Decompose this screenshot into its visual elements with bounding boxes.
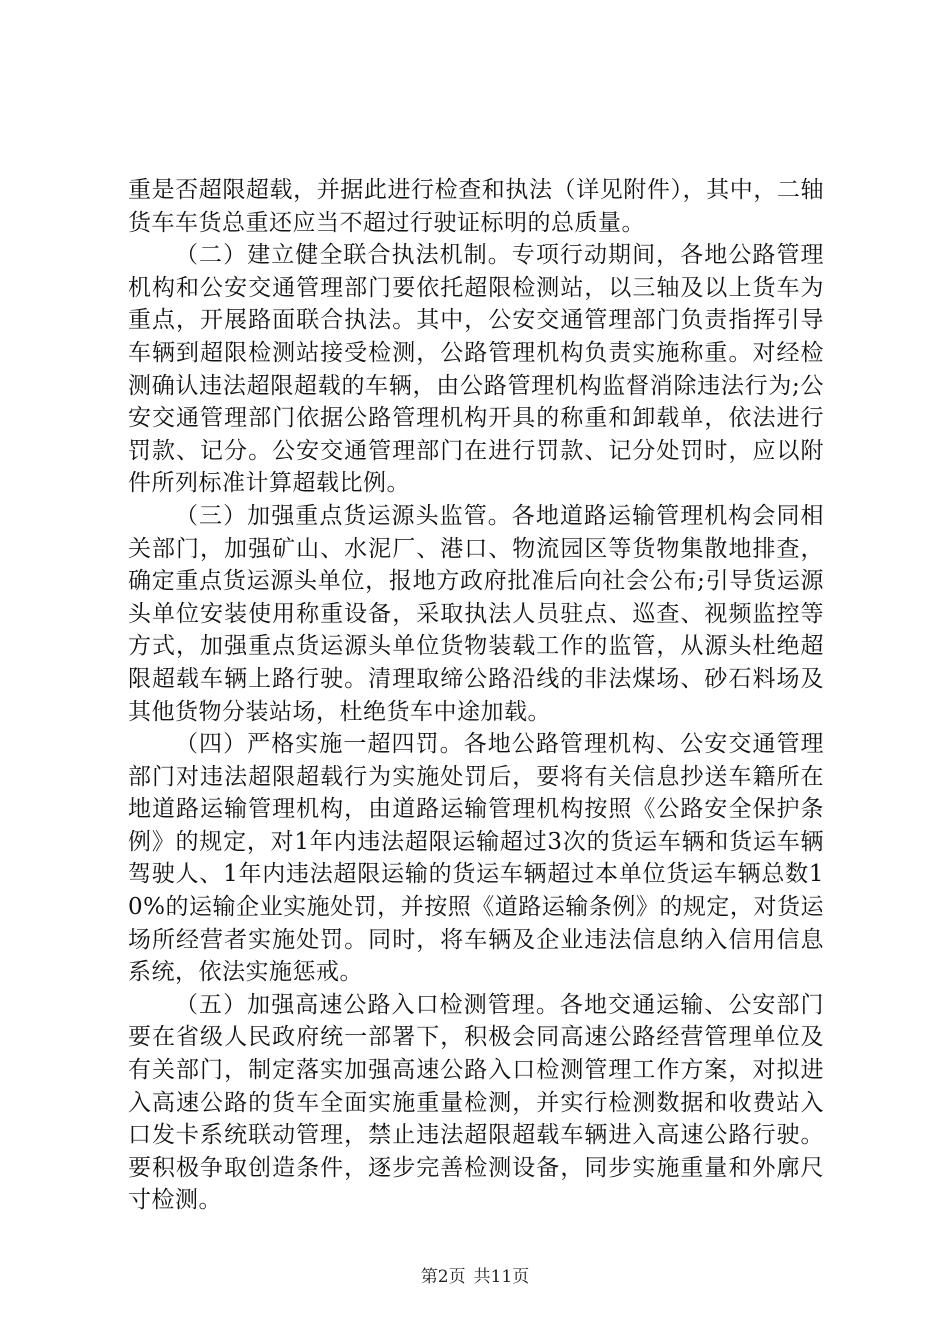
paragraph-highway-entrance: （五）加强高速公路入口检测管理。各地交通运输、公安部门要在省级人民政府统一部署下，积极会同高速公路经营管理单位及有关部门，制定落实加强高速公路入口检测管理工作方案，对拟进入高速公路的货车全面实施重量检测，并实行检测数据和收费站入口发卡系统联动管理，禁止违法超限超载车辆进入高速公路行驶。要积极争取创造条件，逐步完善检测设备，同步实施重量和外廓尺寸检测。: [128, 991, 824, 1214]
page-number: 第2页: [420, 1267, 466, 1287]
document-body: [128, 174, 824, 1217]
paragraph-source-supervision: （三）加强重点货运源头监管。各地道路运输管理机构会同相关部门，加强矿山、水泥厂、港口、物流园区等货物集散地排查，确定重点货运源头单位，报地方政府批准后向社会公布;引导货运源头单位安装使用称重设备，采取执法人员驻点、巡查、视频监控等方式，加强重点货运源头单位货物装载工作的监管，从源头杜绝超限超载车辆上路行驶。清理取缔公路沿线的非法煤场、砂石料场及其他货物分装站场，杜绝货车中途加载。: [128, 502, 824, 725]
page-footer: [0, 1262, 950, 1287]
paragraph-continuation: 重是否超限超载，并据此进行检查和执法（详见附件），其中，二轴货车车货总重还应当不超过行驶证标明的总质量。: [128, 177, 824, 236]
paragraph-joint-enforcement: （二）建立健全联合执法机制。专项行动期间，各地公路管理机构和公安交通管理部门要依托超限检测站，以三轴及以上货车为重点，开展路面联合执法。其中，公安交通管理部门负责指挥引导车辆到超限检测站接受检测，公路管理机构负责实施称重。对经检测确认违法超限超载的车辆，由公路管理机构监督消除违法行为;公安交通管理部门依据公路管理机构开具的称重和卸载单，依法进行罚款、记分。公安交通管理部门在进行罚款、记分处罚时，应以附件所列标准计算超载比例。: [128, 242, 824, 497]
paragraph-one-overload-four-penalties: （四）严格实施一超四罚。各地公路管理机构、公安交通管理部门对违法超限超载行为实施处罚后，要将有关信息抄送车籍所在地道路运输管理机构，由道路运输管理机构按照《公路安全保护条例》的规定，对1年内违法超限运输超过3次的货运车辆和货运车辆驾驶人、1年内违法超限运输的货运车辆超过本单位货运车辆总数10%的运输企业实施处罚，并按照《道路运输条例》的规定，对货运场所经营者实施处罚。同时，将车辆及企业违法信息纳入信用信息系统，依法实施惩戒。: [128, 731, 824, 986]
page-total: 共11页: [473, 1267, 530, 1287]
